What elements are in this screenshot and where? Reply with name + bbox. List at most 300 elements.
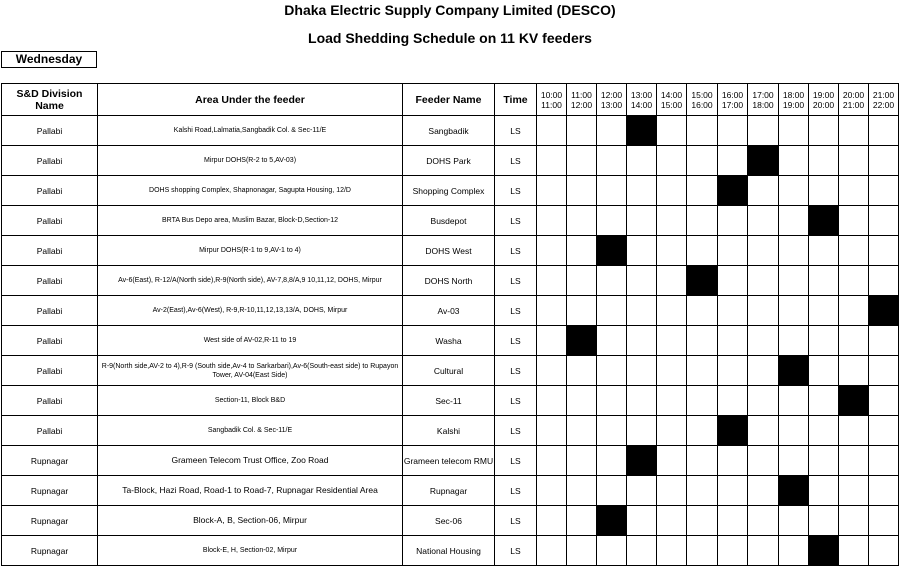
header-division: S&D Division Name [2,84,98,116]
shedding-slot-filled [869,296,899,326]
area-cell: Block-E, H, Section-02, Mirpur [98,536,403,566]
slot-cell [597,386,627,416]
slot-cell [567,266,597,296]
slot-cell [718,476,748,506]
slot-cell [748,296,779,326]
slot-cell [779,506,809,536]
slot-end: 20:00 [812,99,835,110]
division-cell: Rupnagar [2,506,98,536]
shedding-slot-filled [779,476,809,506]
slot-cell [869,236,899,266]
slot-cell [718,146,748,176]
slot-cell [537,326,567,356]
slot-cell [627,386,657,416]
time-slot-header [537,84,567,116]
slot-cell [869,536,899,566]
slot-cell [537,536,567,566]
slot-cell [718,506,748,536]
slot-cell [597,116,627,146]
shedding-slot-filled [687,266,718,296]
slot-cell [627,266,657,296]
table-row [2,356,899,386]
area-cell: Kalshi Road,Lalmatia,Sangbadik Col. & Sec-11/E [98,116,403,146]
slot-end: 22:00 [872,99,895,110]
table-row [2,146,899,176]
slot-cell [748,266,779,296]
slot-cell [748,356,779,386]
area-cell: Grameen Telecom Trust Office, Zoo Road [98,446,403,476]
slot-cell [657,356,687,386]
table-row [2,176,899,206]
slot-cell [779,536,809,566]
slot-end: 19:00 [782,99,805,110]
slot-cell [869,386,899,416]
slot-cell [839,236,869,266]
slot-cell [839,266,869,296]
slot-cell [869,356,899,386]
slot-cell [718,326,748,356]
slot-cell [567,536,597,566]
shedding-slot-filled [779,356,809,386]
division-cell: Pallabi [2,206,98,236]
slot-start: 11:00 [571,89,592,100]
slot-cell [627,176,657,206]
slot-cell [567,206,597,236]
slot-cell [779,416,809,446]
slot-cell [869,206,899,236]
slot-cell [839,536,869,566]
shedding-slot-filled [627,116,657,146]
slot-cell [839,476,869,506]
time-cell: LS [495,176,537,206]
slot-cell [748,326,779,356]
time-cell: LS [495,386,537,416]
table-row [2,266,899,296]
slot-end: 14:00 [630,99,653,110]
slot-cell [597,536,627,566]
slot-cell [869,266,899,296]
slot-cell [687,356,718,386]
slot-cell [748,416,779,446]
slot-cell [718,536,748,566]
slot-cell [687,536,718,566]
division-cell: Pallabi [2,416,98,446]
time-cell: LS [495,116,537,146]
slot-cell [748,446,779,476]
feeder-cell: Grameen telecom RMU [403,446,495,476]
time-cell: LS [495,296,537,326]
slot-cell [809,326,839,356]
slot-cell [687,446,718,476]
slot-cell [869,446,899,476]
slot-cell [657,266,687,296]
slot-end: 15:00 [660,99,683,110]
division-cell: Pallabi [2,176,98,206]
slot-cell [687,386,718,416]
time-slot-header [687,84,718,116]
shedding-slot-filled [567,326,597,356]
slot-cell [809,476,839,506]
slot-cell [718,206,748,236]
slot-cell [687,296,718,326]
slot-cell [657,506,687,536]
time-cell: LS [495,206,537,236]
division-cell: Rupnagar [2,476,98,506]
slot-cell [718,236,748,266]
slot-cell [597,266,627,296]
slot-cell [537,446,567,476]
area-cell: Ta-Block, Hazi Road, Road-1 to Road-7, Rupnagar Residential Area [98,476,403,506]
header-feeder: Feeder Name [403,84,495,116]
slot-start: 19:00 [812,89,835,100]
slot-cell [627,506,657,536]
slot-cell [748,506,779,536]
feeder-cell: National Housing [403,536,495,566]
slot-cell [779,116,809,146]
slot-cell [657,116,687,146]
area-cell: R-9(North side,AV-2 to 4),R-9 (South side,Av-4 to Sarkarbari),Av-6(South-east side) to Rupayon Tower, AV-04(East Side) [98,356,403,386]
slot-cell [537,206,567,236]
slot-cell [657,416,687,446]
slot-cell [597,326,627,356]
slot-cell [839,116,869,146]
slot-cell [537,236,567,266]
slot-cell [567,446,597,476]
slot-cell [809,446,839,476]
table-row [2,296,899,326]
slot-cell [869,146,899,176]
header-area: Area Under the feeder [98,84,403,116]
feeder-cell: DOHS Park [403,146,495,176]
table-row [2,236,899,266]
slot-cell [657,536,687,566]
slot-cell [748,536,779,566]
area-cell: DOHS shopping Complex, Shapnonagar, Sagupta Housing, 12/D [98,176,403,206]
slot-cell [597,206,627,236]
slot-cell [779,326,809,356]
slot-cell [597,356,627,386]
shedding-slot-filled [718,416,748,446]
slot-cell [869,176,899,206]
slot-cell [537,266,567,296]
time-cell: LS [495,446,537,476]
slot-cell [657,446,687,476]
time-cell: LS [495,146,537,176]
slot-cell [627,236,657,266]
time-cell: LS [495,536,537,566]
slot-cell [748,116,779,146]
area-cell: West side of AV-02,R-11 to 19 [98,326,403,356]
slot-cell [537,476,567,506]
shedding-slot-filled [718,176,748,206]
slot-cell [869,476,899,506]
feeder-cell: DOHS West [403,236,495,266]
division-cell: Pallabi [2,266,98,296]
slot-cell [869,416,899,446]
slot-cell [537,506,567,536]
slot-cell [597,176,627,206]
time-cell: LS [495,236,537,266]
slot-cell [687,206,718,236]
feeder-cell: Cultural [403,356,495,386]
slot-cell [748,476,779,506]
slot-cell [687,146,718,176]
slot-cell [537,146,567,176]
time-slot-header [718,84,748,116]
feeder-cell: Washa [403,326,495,356]
header-time: Time [495,84,537,116]
area-cell: Av-6(East), R-12/A(North side),R-9(North side), AV-7,8,8/A,9 10,11,12, DOHS, Mirpur [98,266,403,296]
slot-cell [779,206,809,236]
slot-cell [718,386,748,416]
shedding-slot-filled [597,506,627,536]
time-cell: LS [495,416,537,446]
slot-cell [597,146,627,176]
division-cell: Pallabi [2,356,98,386]
slot-start: 20:00 [842,89,865,100]
table-row [2,476,899,506]
slot-cell [718,446,748,476]
time-slot-header [839,84,869,116]
slot-cell [779,296,809,326]
time-slot-header [567,84,597,116]
slot-cell [537,416,567,446]
slot-cell [627,536,657,566]
shedding-slot-filled [839,386,869,416]
slot-cell [567,416,597,446]
shedding-slot-filled [597,236,627,266]
slot-cell [809,176,839,206]
slot-cell [839,296,869,326]
time-cell: LS [495,326,537,356]
slot-cell [567,296,597,326]
slot-cell [779,176,809,206]
page-title: Dhaka Electric Supply Company Limited (DESCO) [284,2,616,18]
slot-cell [809,236,839,266]
division-cell: Pallabi [2,236,98,266]
slot-cell [567,356,597,386]
table-row [2,536,899,566]
slot-cell [718,296,748,326]
division-cell: Pallabi [2,386,98,416]
slot-cell [748,206,779,236]
area-cell: Av-2(East),Av-6(West), R-9,R-10,11,12,13,13/A, DOHS, Mirpur [98,296,403,326]
slot-cell [809,506,839,536]
slot-end: 16:00 [691,99,713,110]
slot-cell [657,296,687,326]
table-row [2,206,899,236]
slot-cell [839,146,869,176]
feeder-cell: Sangbadik [403,116,495,146]
slot-cell [748,176,779,206]
slot-cell [779,146,809,176]
slot-cell [567,386,597,416]
table-header-row [2,84,899,116]
area-cell: Mirpur DOHS(R-1 to 9,AV-1 to 4) [98,236,403,266]
slot-end: 17:00 [721,99,744,110]
slot-cell [597,476,627,506]
table-row [2,326,899,356]
slot-cell [597,446,627,476]
time-slot-header [657,84,687,116]
division-cell: Pallabi [2,296,98,326]
slot-cell [687,176,718,206]
slot-cell [839,206,869,236]
feeder-cell: Busdepot [403,206,495,236]
time-cell: LS [495,506,537,536]
day-label: Wednesday [1,51,97,68]
shedding-slot-filled [809,536,839,566]
time-slot-header [627,84,657,116]
slot-cell [567,176,597,206]
slot-start: 16:00 [721,89,744,100]
slot-cell [627,206,657,236]
slot-cell [718,356,748,386]
feeder-cell: Sec-11 [403,386,495,416]
area-cell: BRTA Bus Depo area, Muslim Bazar, Block-D,Section-12 [98,206,403,236]
slot-cell [869,506,899,536]
slot-cell [869,326,899,356]
table-row [2,416,899,446]
slot-cell [839,446,869,476]
slot-cell [567,506,597,536]
slot-cell [687,476,718,506]
time-slot-header [597,84,627,116]
slot-cell [869,116,899,146]
slot-cell [567,236,597,266]
slot-start: 17:00 [752,89,774,100]
area-cell: Mirpur DOHS(R-2 to 5,AV-03) [98,146,403,176]
slot-start: 18:00 [782,89,805,100]
slot-start: 21:00 [872,89,895,100]
time-cell: LS [495,476,537,506]
slot-start: 10:00 [540,89,563,100]
table-row [2,506,899,536]
slot-end: 11:00 [541,99,562,110]
slot-cell [657,206,687,236]
slot-cell [597,296,627,326]
division-cell: Rupnagar [2,446,98,476]
page-subtitle: Load Shedding Schedule on 11 KV feeders [308,30,592,46]
slot-cell [809,116,839,146]
slot-cell [627,326,657,356]
table-row [2,116,899,146]
slot-cell [809,296,839,326]
slot-cell [537,176,567,206]
table-row [2,446,899,476]
slot-cell [537,116,567,146]
slot-cell [657,386,687,416]
slot-cell [657,146,687,176]
slot-cell [627,356,657,386]
slot-cell [537,386,567,416]
division-cell: Rupnagar [2,536,98,566]
slot-cell [809,386,839,416]
slot-cell [809,356,839,386]
slot-end: 21:00 [842,99,865,110]
slot-cell [687,416,718,446]
time-cell: LS [495,266,537,296]
slot-cell [597,416,627,446]
slot-cell [839,506,869,536]
slot-cell [809,266,839,296]
slot-start: 14:00 [660,89,683,100]
slot-cell [657,476,687,506]
slot-cell [567,476,597,506]
shedding-slot-filled [748,146,779,176]
slot-start: 15:00 [691,89,713,100]
slot-cell [779,266,809,296]
slot-cell [839,416,869,446]
time-slot-header [809,84,839,116]
feeder-cell: Shopping Complex [403,176,495,206]
slot-cell [839,176,869,206]
time-cell: LS [495,356,537,386]
feeder-cell: Av-03 [403,296,495,326]
slot-start: 13:00 [630,89,653,100]
time-slot-header [869,84,899,116]
slot-cell [537,356,567,386]
slot-cell [567,116,597,146]
slot-cell [687,506,718,536]
slot-start: 12:00 [600,89,623,100]
slot-cell [748,236,779,266]
slot-cell [657,326,687,356]
table-row [2,386,899,416]
slot-cell [627,416,657,446]
slot-cell [809,416,839,446]
division-cell: Pallabi [2,116,98,146]
slot-cell [718,266,748,296]
slot-cell [687,116,718,146]
slot-cell [779,386,809,416]
slot-end: 18:00 [752,99,774,110]
feeder-cell: DOHS North [403,266,495,296]
slot-cell [779,236,809,266]
shedding-slot-filled [627,446,657,476]
feeder-cell: Kalshi [403,416,495,446]
slot-cell [839,326,869,356]
slot-cell [657,236,687,266]
slot-cell [718,116,748,146]
slot-cell [567,146,597,176]
feeder-cell: Sec-06 [403,506,495,536]
schedule-table [1,83,899,566]
slot-cell [537,296,567,326]
time-slot-header [779,84,809,116]
slot-cell [687,326,718,356]
slot-cell [809,146,839,176]
slot-cell [627,476,657,506]
division-cell: Pallabi [2,326,98,356]
feeder-cell: Rupnagar [403,476,495,506]
slot-cell [687,236,718,266]
shedding-slot-filled [809,206,839,236]
slot-cell [748,386,779,416]
area-cell: Sangbadik Col. & Sec-11/E [98,416,403,446]
slot-cell [839,356,869,386]
slot-end: 13:00 [600,99,623,110]
slot-cell [627,146,657,176]
time-slot-header [748,84,779,116]
area-cell: Block-A, B, Section-06, Mirpur [98,506,403,536]
slot-end: 12:00 [570,99,593,110]
slot-cell [657,176,687,206]
slot-cell [627,296,657,326]
slot-cell [779,446,809,476]
area-cell: Section-11, Block B&D [98,386,403,416]
division-cell: Pallabi [2,146,98,176]
